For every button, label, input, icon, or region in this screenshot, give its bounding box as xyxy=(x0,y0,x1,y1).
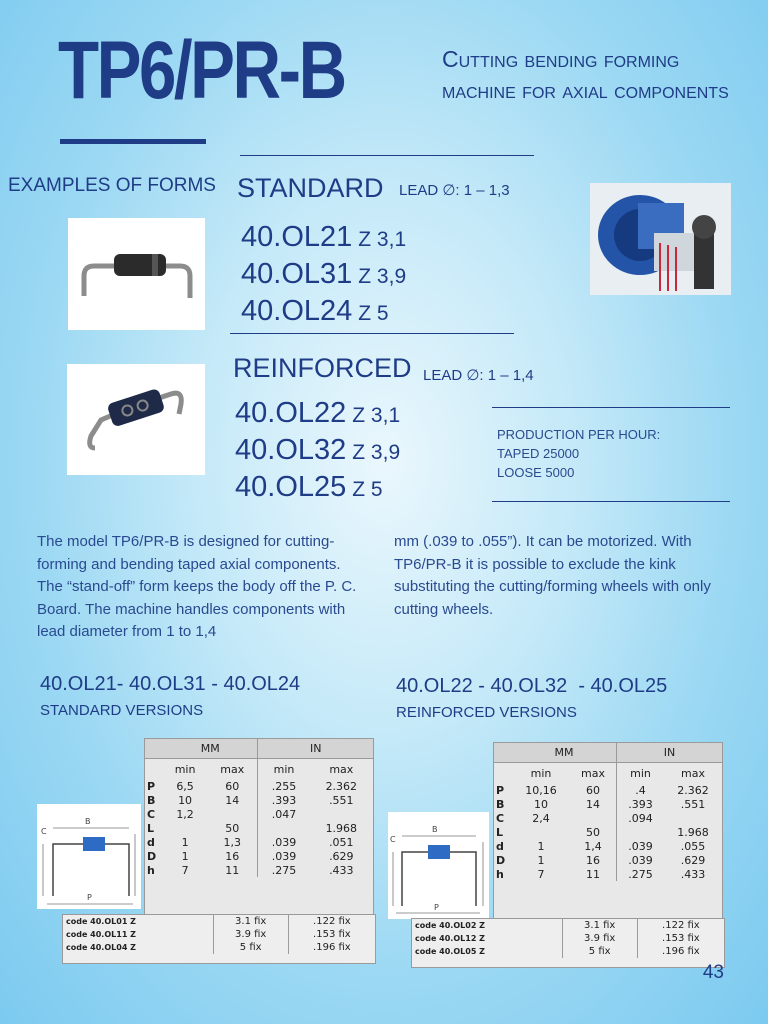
title-underline xyxy=(60,139,206,144)
divider xyxy=(240,155,534,156)
min-header: min xyxy=(258,759,310,780)
min-header: min xyxy=(530,766,552,780)
reinforced-component-photo xyxy=(67,364,205,475)
svg-text:C: C xyxy=(390,835,396,844)
reinforced-code-row-3: 40.OL25 Z 5 xyxy=(235,471,383,503)
table-row: C 2,4 .094 xyxy=(494,811,722,825)
standard-versions-label: STANDARD VERSIONS xyxy=(40,702,204,719)
production-loose: LOOSE 5000 xyxy=(497,465,575,480)
reinforced-versions-label: REINFORCED VERSIONS xyxy=(396,704,577,721)
table-row: h 7 11 .275 .433 xyxy=(496,867,706,881)
reinforced-spec-table xyxy=(493,742,723,920)
standard-code-table xyxy=(62,914,376,964)
production-taped: TAPED 25000 xyxy=(497,446,580,461)
table-row: D 1 16 .039 .629 xyxy=(147,849,354,863)
standard-heading: STANDARD xyxy=(237,173,384,203)
in-header: IN xyxy=(617,743,722,763)
svg-text:C: C xyxy=(41,827,47,836)
max-header: max xyxy=(680,766,705,780)
table-row: h 7 11 .275 .433 xyxy=(147,863,354,877)
standard-spec-table xyxy=(144,738,374,916)
min-header: min xyxy=(617,763,664,784)
divider xyxy=(492,407,730,408)
max-header: max xyxy=(581,766,606,780)
page-subtitle: Cutting bending forming machine for axial components xyxy=(442,46,729,103)
table-row: B 10 14 .393 .551 xyxy=(147,793,354,807)
table-row: code 40.OL01 Z 3.1 fix .122 fix xyxy=(63,915,375,928)
machine-photo xyxy=(590,183,731,295)
table-row: L 50 1.968 xyxy=(147,821,358,835)
divider xyxy=(492,501,730,502)
table-row: D 1 16 .039 .629 xyxy=(496,853,706,867)
min-header: min xyxy=(174,762,196,776)
standard-codes xyxy=(241,220,406,331)
production-info xyxy=(497,425,660,482)
reinforced-code-table xyxy=(411,918,725,968)
divider xyxy=(230,333,514,334)
standard-versions-codes: 40.OL21- 40.OL31 - 40.OL24 xyxy=(40,673,301,695)
standard-dimension-diagram xyxy=(37,804,141,909)
in-header: IN xyxy=(258,739,373,759)
standard-lead: LEAD ∅: 1 – 1,3 xyxy=(399,182,510,199)
mm-header: MM xyxy=(512,743,617,763)
standard-code-row-1: 40.OL21 Z 3,1 xyxy=(241,221,407,253)
table-row: P 10,16 60 .4 2.362 xyxy=(496,783,709,797)
examples-label: EXAMPLES OF FORMS xyxy=(8,175,216,196)
table-row: P 6,5 60 .255 2.362 xyxy=(147,779,358,793)
production-title: PRODUCTION PER HOUR: xyxy=(497,427,661,442)
max-header: max xyxy=(220,762,245,776)
svg-text:B: B xyxy=(432,825,438,834)
standard-code-row-2: 40.OL31 Z 3,9 xyxy=(241,258,407,290)
table-row: code 40.OL04 Z 5 fix .196 fix xyxy=(63,941,375,954)
table-row: d 1 1,4 .039 .055 xyxy=(496,839,706,853)
table-row: B 10 14 .393 .551 xyxy=(496,797,706,811)
svg-text:P: P xyxy=(87,893,92,902)
table-row: code 40.OL11 Z 3.9 fix .153 fix xyxy=(63,928,375,941)
reinforced-lead: LEAD ∅: 1 – 1,4 xyxy=(423,367,534,384)
svg-text:B: B xyxy=(85,817,91,826)
description-left: The model TP6/PR-B is designed for cutting-forming and bending taped axial components. The “stand-off” form keeps the body off the P. C. Board. The machine handles components with lead diameter from 1 to 1,4 xyxy=(37,533,357,640)
reinforced-code-row-2: 40.OL32 Z 3,9 xyxy=(235,434,401,466)
page-number: 43 xyxy=(702,962,724,983)
reinforced-dimension-diagram xyxy=(388,812,489,919)
table-row: code 40.OL12 Z 3.9 fix .153 fix xyxy=(412,932,724,945)
standard-code-row-3: 40.OL24 Z 5 xyxy=(241,295,389,327)
svg-text:P: P xyxy=(434,903,439,912)
page-title: TP6/PR-B xyxy=(58,25,345,116)
reinforced-code-row-1: 40.OL22 Z 3,1 xyxy=(235,397,401,429)
reinforced-heading: REINFORCED xyxy=(233,353,412,383)
table-row: L 50 1.968 xyxy=(496,825,709,839)
reinforced-versions-codes: 40.OL22 - 40.OL32 - 40.OL25 xyxy=(396,675,668,697)
reinforced-codes xyxy=(235,396,400,507)
table-row: C 1,2 .047 xyxy=(145,807,373,821)
description-right: mm (.039 to .055”). It can be motorized. With TP6/PR-B it is possible to exclude the kink substituting the cutting/forming wheels with only cutting wheels. xyxy=(394,533,711,618)
table-row: code 40.OL05 Z 5 fix .196 fix xyxy=(412,945,724,958)
table-row: code 40.OL02 Z 3.1 fix .122 fix xyxy=(412,919,724,932)
mm-header: MM xyxy=(163,739,258,759)
table-row: d 1 1,3 .039 .051 xyxy=(147,835,354,849)
max-header: max xyxy=(329,762,354,776)
standard-component-photo xyxy=(68,218,205,330)
